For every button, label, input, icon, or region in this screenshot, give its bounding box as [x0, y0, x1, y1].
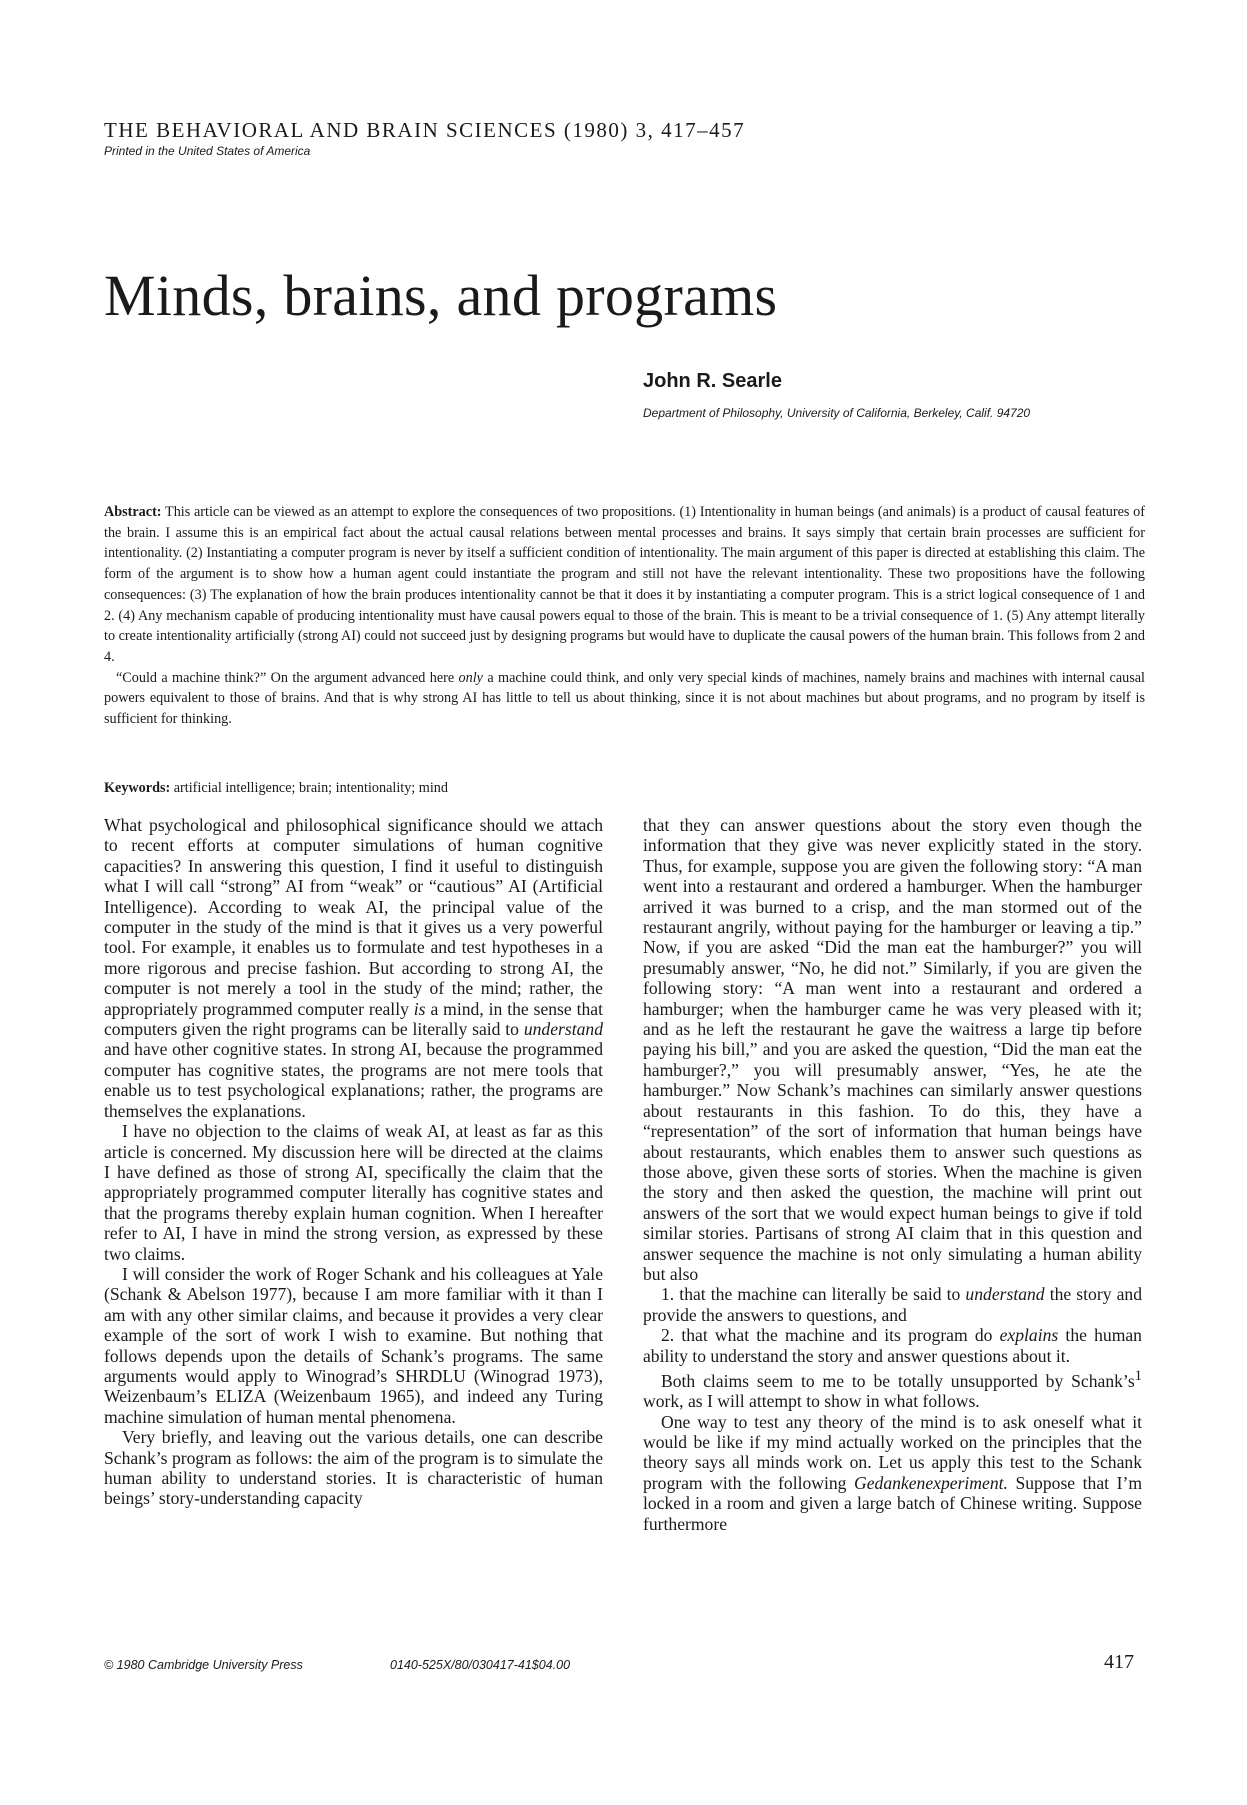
- body-text: the human ability to understand the story and answer questions about it.: [643, 1325, 1142, 1366]
- body-column-left: [104, 815, 603, 1509]
- body-text: the story and provide the answers to questions, and: [643, 1284, 1143, 1325]
- abstract: [104, 502, 1145, 730]
- body-emphasis: explains: [999, 1325, 1059, 1346]
- body-paragraph: that they can answer questions about the story even though the information that they give was never explicitly stated in the story. Thus, for example, suppose you are given the following story: “A man went into a restaurant and ordered a hamburger. When the hamburger arrived it was burned to a crisp, and the man stormed out of the restaurant angrily, without paying for the hamburger or leaving a tip.” Now, if you are asked “Did the man eat the hamburger?” you will presumably answer, “No, he did not.” Similarly, if you are given the following story: “A man went into a restaurant and ordered a hamburger; when the hamburger came he was very pleased with it; and as he left the restaurant he gave the waitress a large tip before paying his bill,” and you are asked the question, “Did the man eat the hamburger?,” you will presumably answer, “Yes, he ate the hamburger.” Now Schank’s machines can similarly answer questions about restaurants in this fashion. To do this, they have a “representation” of the sort of information that human beings have about restaurants, which enables them to answer such questions as those above, given these sorts of stories. When the machine is given the story and then asked the question, the machine will print out answers of the sort that we would expect human beings to give if told similar stories. Partisans of strong AI claim that in this question and answer sequence the machine is not only simulating a human ability but also: [643, 815, 1142, 1284]
- body-text: a mind, in the sense that computers given the right programs can be literally said to: [104, 998, 603, 1040]
- copyright-notice: © 1980 Cambridge University Press: [104, 1658, 303, 1672]
- numbered-claim-1: [643, 1284, 1142, 1325]
- body-text: What psychological and philosophical significance should we attach to recent efforts at computer simulations of human cognitive capacities? In answering this question, I find it useful to distinguish what I will call “strong” AI from “weak” or “cautious” AI (Artificial Intelligence). According to weak AI, the principal value of the computer in the study of the mind is that it gives us a very powerful tool. For example, it enables us to formulate and test hypotheses in a more rigorous and precise fashion. But according to strong AI, the computer is not merely a tool in the study of the mind; rather, the appropriately programmed computer really: [104, 815, 603, 1019]
- body-paragraph: I have no objection to the claims of weak AI, at least as far as this article is concerned. My discussion here will be directed at the claims I have defined as those of strong AI, specifically the claim that the appropriately programmed computer literally has cognitive states and that the programs thereby explain human cognition. When I hereafter refer to AI, I have in mind the strong version, as expressed by these two claims.: [104, 1121, 603, 1264]
- body-emphasis: is: [413, 998, 426, 1019]
- body-text: Suppose that I’m locked in a room and given a large batch of Chinese writing. Suppose furthermore: [643, 1472, 1143, 1534]
- keywords-text: artificial intelligence; brain; intentionality; mind: [173, 780, 448, 796]
- author-name: John R. Searle: [643, 370, 782, 392]
- abstract-text-1: This article can be viewed as an attempt to explore the consequences of two propositions. (1) Intentionality in human beings (and animals) is a product of causal features of the brain. I assume this is an empirical fact about the actual causal relations between mental processes and brains. It says simply that certain brain processes are sufficient for intentionality. (2) Instantiating a computer program is never by itself a sufficient condition of intentionality. The main argument of this paper is directed at establishing this claim. The form of the argument is to show how a human agent could instantiate the program and still not have the relevant intentionality. These two propositions have the following consequences: (3) The explanation of how the brain produces intentionality cannot be that it does it by instantiating a computer program. This is a strict logical consequence of 1 and 2. (4) Any mechanism capable of producing intentionality must have causal powers equal to those of the brain. This is meant to be a trivial consequence of 1. (5) Any attempt literally to create intentionality artificially (strong AI) could not succeed just by designing programs but would have to duplicate the causal powers of the human brain. This follows from 2 and 4.: [104, 504, 1145, 665]
- article-code: 0140-525X/80/030417-41$04.00: [390, 1658, 571, 1672]
- body-emphasis: Gedankenexperiment.: [854, 1472, 1008, 1493]
- keywords-label: Keywords:: [104, 780, 171, 796]
- body-paragraph: [643, 1412, 1142, 1534]
- body-paragraph: Very briefly, and leaving out the various details, one can describe Schank’s program as follows: the aim of the program is to simulate the human ability to understand stories. It is characteristic of human beings’ story-understanding capacity: [104, 1427, 603, 1509]
- body-text: One way to test any theory of the mind is to ask oneself what it would be like if my mind actually worked on the principles that the theory says all minds work on. Let us apply this test to the Schank program with the following: [643, 1411, 1142, 1493]
- keywords: [104, 780, 448, 797]
- page-number: 417: [1104, 1651, 1134, 1673]
- body-text: and have other cognitive states. In strong AI, because the programmed computer has cognitive states, the programs are not mere tools that enable us to test psychological explanations; rather, the programs are themselves the explanations.: [104, 1039, 603, 1121]
- body-text: work, as I will attempt to show in what follows.: [643, 1391, 980, 1412]
- body-text: 1. that the machine can literally be said to: [661, 1284, 966, 1305]
- body-paragraph: [104, 815, 603, 1121]
- body-text: 2. that what the machine and its program do: [661, 1325, 1000, 1346]
- body-text: Both claims seem to me to be totally unsupported by Schank’s: [661, 1370, 1135, 1391]
- abstract-label: Abstract:: [104, 504, 162, 520]
- printed-note: Printed in the United States of America: [104, 144, 311, 158]
- body-column-right: [643, 815, 1142, 1534]
- author-affiliation: Department of Philosophy, University of California, Berkeley, Calif. 94720: [643, 406, 1031, 420]
- abstract-paragraph-2: [104, 668, 1145, 730]
- numbered-claim-2: [643, 1325, 1142, 1366]
- body-emphasis: understand: [523, 1019, 603, 1040]
- body-paragraph: [643, 1366, 1142, 1412]
- abstract-text-2a: “Could a machine think?” On the argument advanced here: [116, 669, 459, 686]
- article-title: Minds, brains, and programs: [104, 263, 778, 328]
- abstract-paragraph-1: [104, 502, 1145, 668]
- abstract-text-2b: a machine could think, and only very special kinds of machines, namely brains and machines with internal causal powers equivalent to those of brains. And that is why strong AI has little to tell us about thinking, since it is not about machines but about programs, and no program by itself is sufficient for thinking.: [104, 669, 1145, 728]
- body-emphasis: understand: [965, 1284, 1045, 1305]
- body-paragraph: I will consider the work of Roger Schank and his colleagues at Yale (Schank & Abelson 1977), because I am more familiar with it than I am with any other similar claims, and because it provides a very clear example of the sort of work I wish to examine. But nothing that follows depends upon the details of Schank’s programs. The same arguments would apply to Winograd’s SHRDLU (Winograd 1973), Weizenbaum’s ELIZA (Weizenbaum 1965), and indeed any Turing machine simulation of human mental phenomena.: [104, 1263, 603, 1427]
- journal-header: THE BEHAVIORAL AND BRAIN SCIENCES (1980) 3, 417–457: [104, 118, 746, 142]
- footnote-marker: 1: [1134, 1367, 1142, 1384]
- abstract-emphasis: only: [458, 669, 483, 686]
